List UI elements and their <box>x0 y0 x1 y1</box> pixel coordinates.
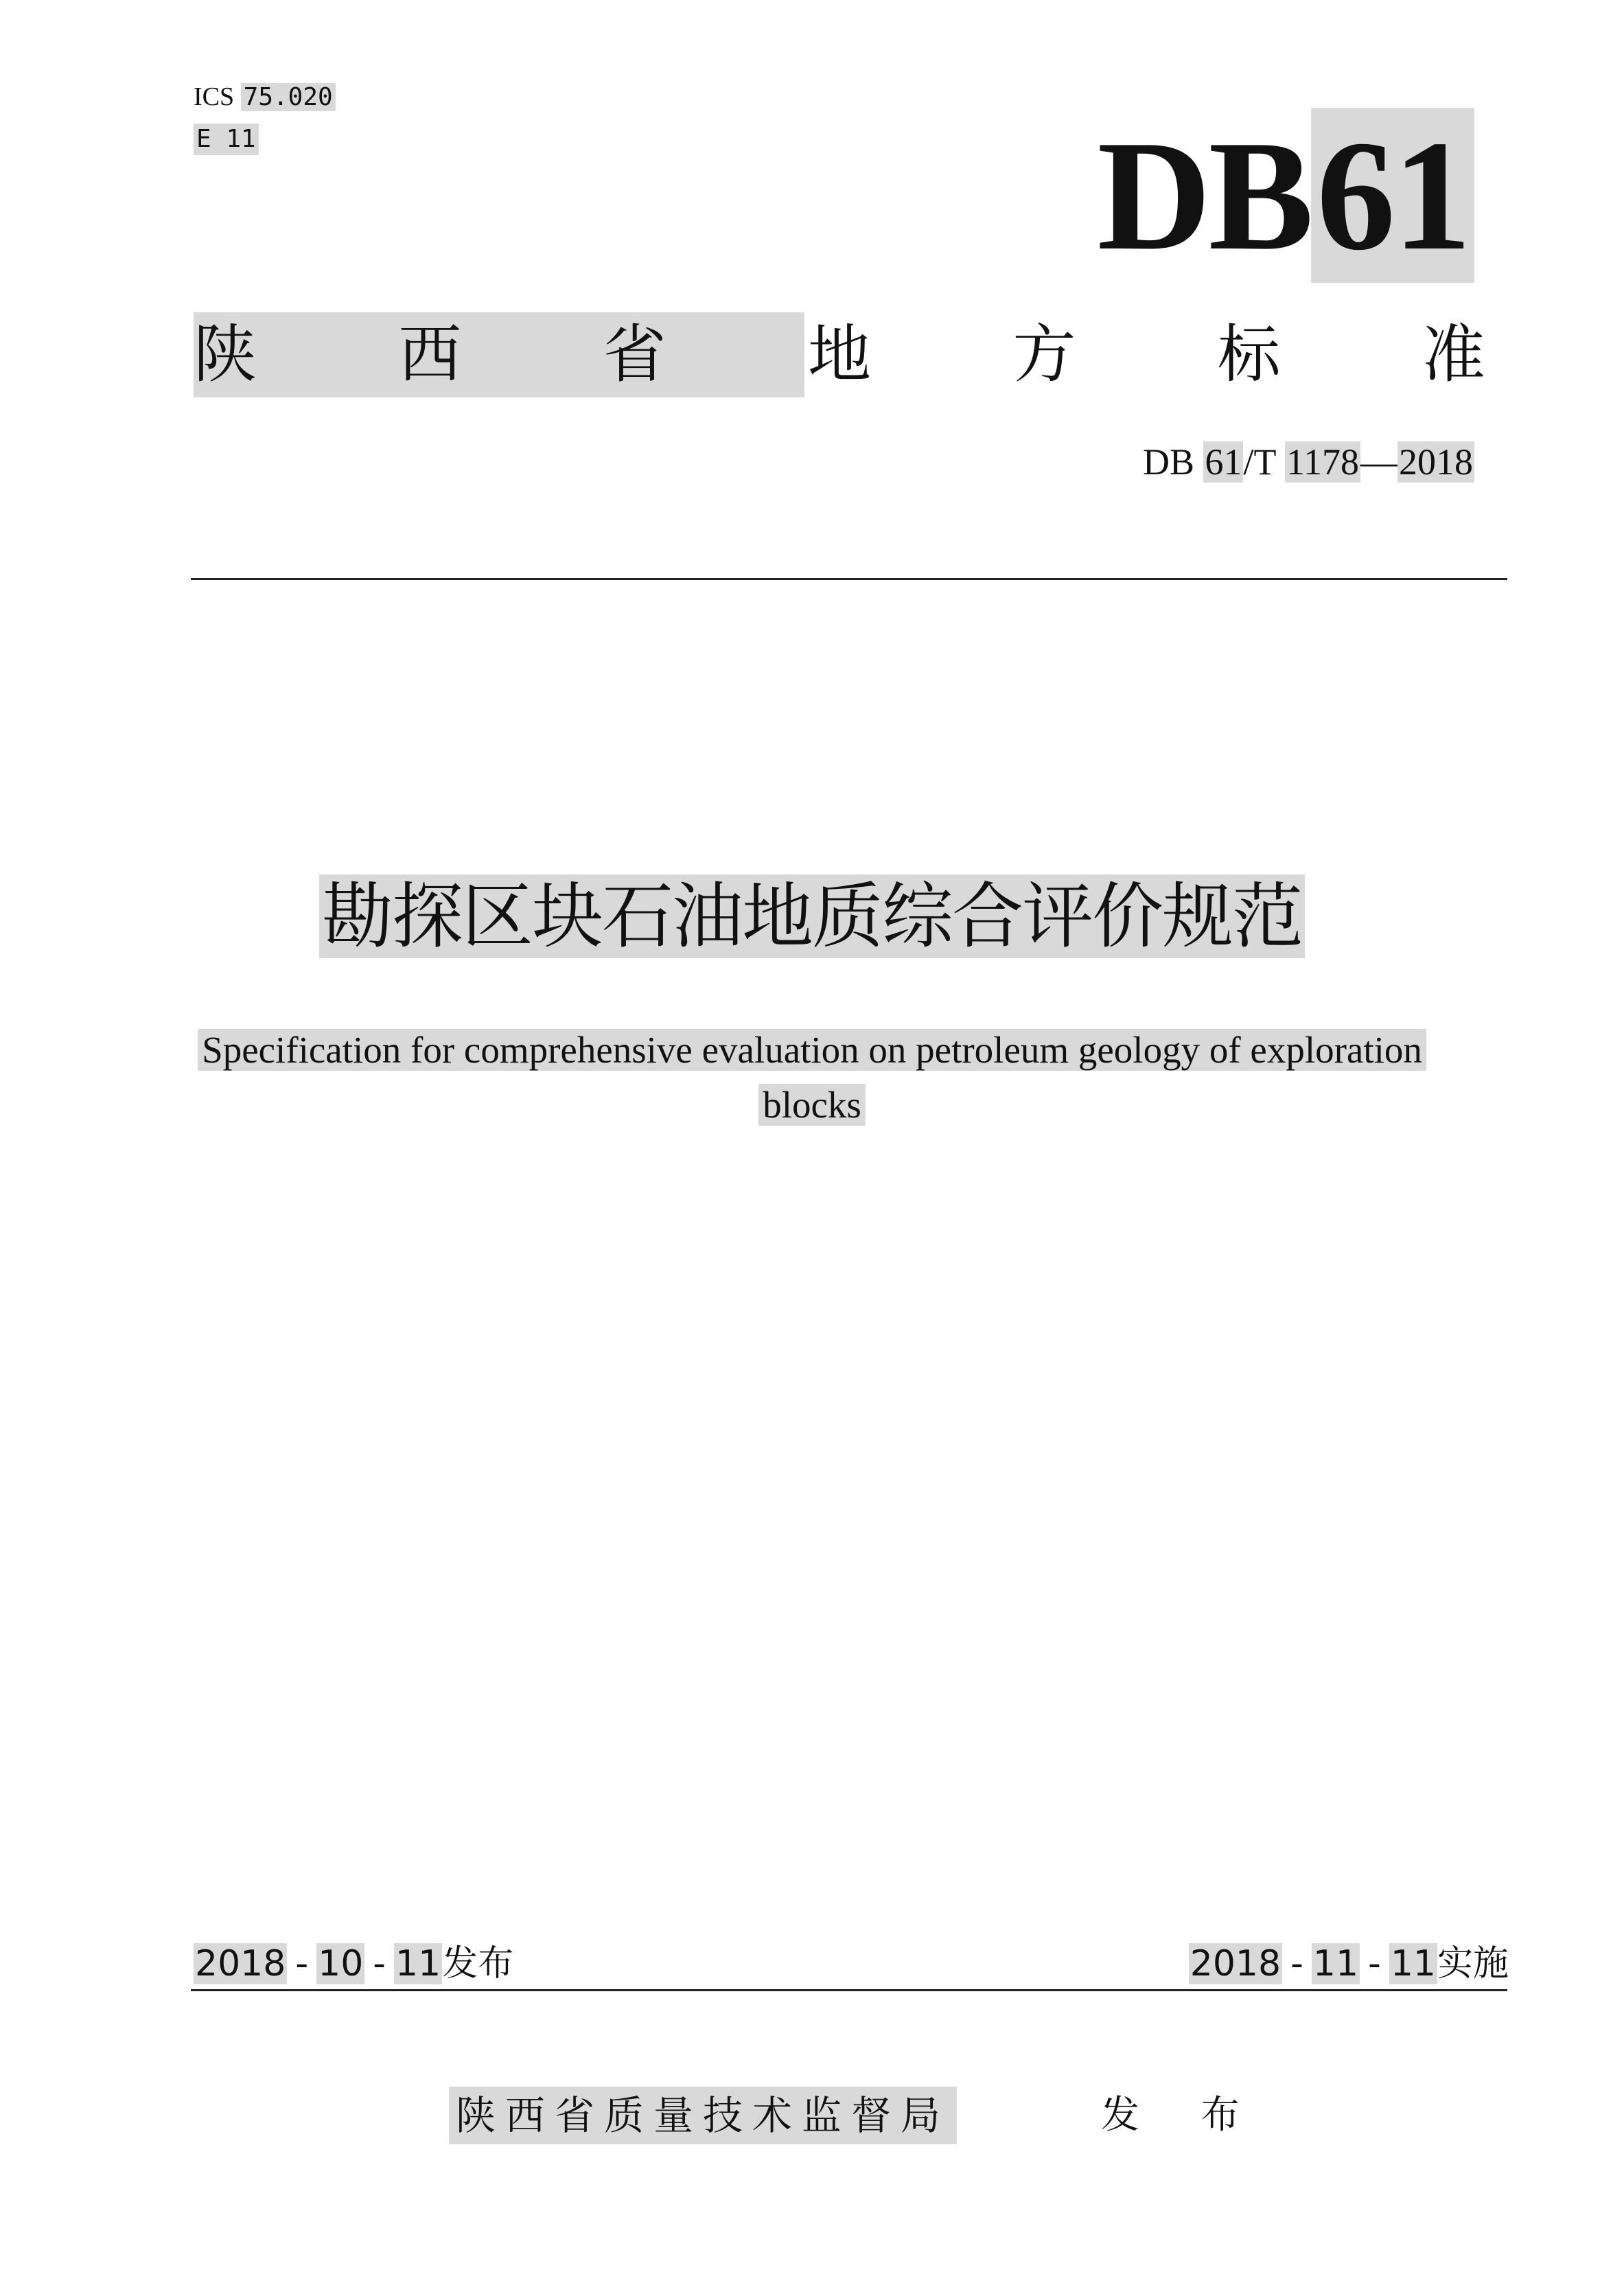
issuing-authority: 陕西省质量技术监督局 <box>449 2087 957 2144</box>
heading-char: 准 <box>1422 318 1485 391</box>
title-en-line1: Specification for comprehensive evaluation on petroleum geology of exploration <box>198 1029 1426 1071</box>
header-divider <box>191 578 1507 580</box>
title-en-line2: blocks <box>758 1084 866 1126</box>
footer-divider <box>191 1989 1507 1991</box>
logo-code: 61 <box>1311 108 1474 283</box>
ics-label: ICS <box>194 82 235 111</box>
std-no-sep: /T <box>1243 441 1276 483</box>
implement-day: 11 <box>1390 1943 1436 1984</box>
heading-char: 西 <box>398 318 462 391</box>
heading-char: 标 <box>1217 318 1281 391</box>
implement-year: 2018 <box>1190 1943 1281 1984</box>
standard-number <box>1143 439 1474 485</box>
implement-label: 实施 <box>1437 1943 1509 1984</box>
ccs-code: E 11 <box>194 124 259 155</box>
date-dash: - <box>1290 1943 1303 1984</box>
heading-char: 省 <box>603 318 666 391</box>
std-no-prefix: DB <box>1142 441 1194 483</box>
issue-label: 发 布 <box>1101 2093 1264 2137</box>
release-date <box>194 1940 513 1988</box>
heading-char: 地 <box>807 318 871 391</box>
std-no-dash: — <box>1360 441 1397 483</box>
implement-date <box>1189 1940 1509 1988</box>
heading-char: 方 <box>1012 318 1076 391</box>
standard-type-heading <box>194 312 1485 397</box>
date-dash: - <box>373 1943 386 1984</box>
heading-char: 陕 <box>194 318 257 391</box>
db61-logo <box>1097 108 1474 283</box>
ics-number: 75.020 <box>241 83 336 111</box>
document-title-cn <box>0 868 1624 964</box>
document-title-en <box>0 1023 1624 1133</box>
std-no-code: 61 <box>1205 441 1242 483</box>
implement-month: 11 <box>1312 1943 1359 1984</box>
release-year: 2018 <box>195 1943 286 1984</box>
release-label: 发布 <box>442 1943 514 1984</box>
ics-code <box>194 81 336 113</box>
logo-prefix: DB <box>1097 108 1311 283</box>
date-dash: - <box>295 1943 309 1984</box>
release-day: 11 <box>395 1943 441 1984</box>
release-month: 10 <box>318 1943 364 1984</box>
std-no-year: 2018 <box>1399 441 1473 483</box>
date-dash: - <box>1368 1943 1381 1984</box>
std-no-number: 1178 <box>1286 441 1359 483</box>
title-cn-text: 勘探区块石油地质综合评价规范 <box>319 874 1305 958</box>
